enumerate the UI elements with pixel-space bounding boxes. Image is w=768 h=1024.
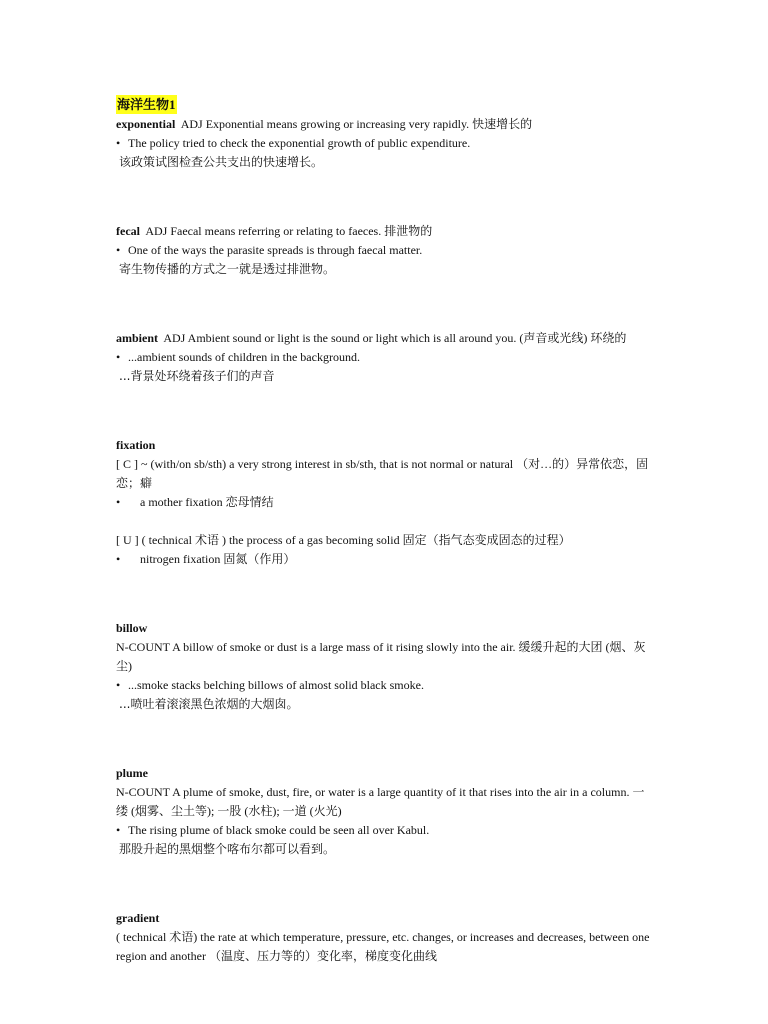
headword: fixation xyxy=(116,438,156,452)
headword: fecal xyxy=(116,224,140,238)
bullet-icon: • xyxy=(116,243,121,257)
headword: billow xyxy=(116,621,148,635)
definition: [ U ] ( technical 术语 ) the process of a gas becoming solid 固定（指气态变成固态的过程） xyxy=(116,533,571,547)
translation: 该政策试图检查公共支出的快速增长。 xyxy=(119,155,324,169)
headword: exponential xyxy=(116,117,176,131)
example: • ...ambient sounds of children in the background. xyxy=(116,348,656,367)
entry-billow xyxy=(116,619,656,714)
entry-fecal xyxy=(116,222,656,279)
headword: gradient xyxy=(116,911,160,925)
bullet-icon: • xyxy=(116,136,121,150)
definition: N-COUNT A plume of smoke, dust, fire, or water is a large quantity of it that rises into the air in a column. 一缕 (烟雾、尘土等); 一股 (水柱); 一道 (火光) xyxy=(116,785,645,818)
entry-plume xyxy=(116,764,656,859)
document-page xyxy=(116,95,656,1016)
entry-fixation xyxy=(116,436,656,569)
translation: 那股升起的黑烟整个喀布尔都可以看到。 xyxy=(119,842,336,856)
bullet-icon: • xyxy=(116,823,121,837)
entry-exponential xyxy=(116,115,656,172)
bullet-icon: • xyxy=(116,495,121,509)
definition: ADJ Ambient sound or light is the sound or light which is all around you. (声音或光线) 环绕的 xyxy=(163,331,627,345)
translation: ...喷吐着滚滚黑色浓烟的大烟囱。 xyxy=(119,697,299,711)
definition: ( technical 术语) the rate at which temperature, pressure, etc. changes, or increases and decreases, between one region and another （温度、压力等的）变化率，梯度变化曲线 xyxy=(116,930,650,963)
example: • a mother fixation 恋母情结 xyxy=(116,493,656,512)
headword: ambient xyxy=(116,331,158,345)
definition: N-COUNT A billow of smoke or dust is a large mass of it rising slowly into the air. 缓缓升起的大团 (烟、灰尘) xyxy=(116,640,646,673)
bullet-icon: • xyxy=(116,350,121,364)
bullet-icon: • xyxy=(116,552,121,566)
example: • The policy tried to check the exponential growth of public expenditure. xyxy=(116,134,656,153)
translation: ...背景处环绕着孩子们的声音 xyxy=(119,369,275,383)
entry-gradient xyxy=(116,909,656,966)
bullet-icon: • xyxy=(116,678,121,692)
page-title: 海洋生物1 xyxy=(117,97,176,112)
translation: 寄生物传播的方式之一就是透过排泄物。 xyxy=(119,262,336,276)
example: • The rising plume of black smoke could be seen all over Kabul. xyxy=(116,821,656,840)
example: • ...smoke stacks belching billows of almost solid black smoke. xyxy=(116,676,656,695)
entry-ambient xyxy=(116,329,656,386)
definition: ADJ Faecal means referring or relating to faeces. 排泄物的 xyxy=(145,224,433,238)
definition: ADJ Exponential means growing or increasing very rapidly. 快速增长的 xyxy=(180,117,533,131)
definition: [ C ] ~ (with/on sb/sth) a very strong interest in sb/sth, that is not normal or natural （对…的）异常依恋，固恋；癖 xyxy=(116,457,649,490)
example: • One of the ways the parasite spreads is through faecal matter. xyxy=(116,241,656,260)
example: • nitrogen fixation 固氮（作用） xyxy=(116,550,656,569)
headword: plume xyxy=(116,766,149,780)
